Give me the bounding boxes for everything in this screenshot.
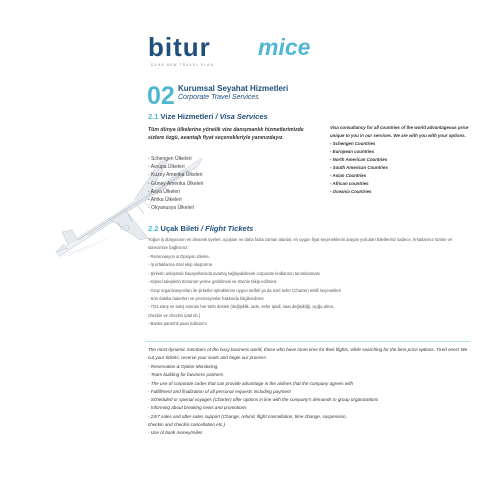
flight-heading xyxy=(148,224,253,233)
list-item: - Güney Amerika Ülkeleri xyxy=(148,180,204,187)
section-title-en: Corporate Travel Services xyxy=(178,94,259,101)
section-title-tr: Kurumsal Seyahat Hizmetleri xyxy=(178,84,289,93)
list-item: - Reservation & Option Monitoring, xyxy=(148,364,219,369)
visa-title-en: / Visa Services xyxy=(215,112,268,121)
list-item: - Afrika Ülkeleri xyxy=(148,197,182,204)
flight-en-intro: The most dynamic members of the busy business world, those who have more time for their flights, while searching for the best price options. Tired ones! We cut your tickets, reserve your seats and begin our process: xyxy=(148,347,468,361)
list-item: - Kişisel taleplerin tümünün yerine getirilmesi ve özenle takip edilmesi xyxy=(148,279,277,285)
list-item: - South American Countries xyxy=(330,165,388,170)
list-item: - Asya Ülkeleri xyxy=(148,188,180,195)
list-item: - Scheduled or special voyages (Charter) offer options in line with the company's demands in group organizations xyxy=(148,397,379,403)
section-number: 02 xyxy=(147,82,175,110)
list-item: - Grup organizasyonları ile şirketler iştiraklerine uygun tarifeli ya da özel sefer (Charter) teklif seçenekleri xyxy=(148,287,341,293)
list-item: - Avrupa Ülkeleri xyxy=(148,164,185,171)
list-item: - Son dakika haberleri ve promosyonlar hakkında bilgilendirme xyxy=(148,296,264,302)
visa-intro: Tüm dünya ülkelerine yönelik vize danışmanlık hizmetlerimizde sizlere özgü, avantajlı fiyat seçenekleriyle yanınızdayız. xyxy=(148,127,304,141)
list-item: - İş ortaklarına özel ekip oluşturma xyxy=(148,262,213,268)
brand-logo xyxy=(148,32,348,67)
list-item: - 24/7 sales and after-sales support (Change, refund, flight cancellation, time change, suspension, xyxy=(148,413,347,419)
list-item: - Oceania Countries xyxy=(330,189,372,194)
list-item: - European countries xyxy=(330,149,374,154)
visa-title-tr: Vize Hizmetleri xyxy=(160,112,214,121)
logo-brand-text: bitur xyxy=(148,32,211,62)
logo-mice-text: mice xyxy=(258,34,311,60)
flight-en-service-list xyxy=(148,363,470,438)
list-item: - Schengen Ülkeleri xyxy=(148,156,192,162)
visa-number: 2.1 xyxy=(148,112,159,121)
visa-heading xyxy=(148,112,268,121)
visa-en-intro: Visa consultancy for all countries of the world advantageous price unique to you in our services. We are with you with your options. xyxy=(330,125,469,138)
list-item: - Informing about breaking news and promotions xyxy=(148,405,247,411)
list-item: checkin and checkin cancellation etc.) xyxy=(148,422,226,428)
list-item: - 7/24 satış ve satış sonrası her türlü destek (değişiklik, iade, sefer iptali, saat değişikliği, açığa alma, xyxy=(148,304,334,310)
visa-en-block xyxy=(330,124,470,196)
visa-en-country-list xyxy=(330,140,470,196)
flight-title-tr: Uçak Bileti xyxy=(160,224,199,233)
flight-title-en: / Flight Tickets xyxy=(200,224,254,233)
list-item: - Use of bank money/miles xyxy=(148,430,203,436)
list-item: - Team building for business partners xyxy=(148,372,224,378)
list-item: checkin ve checkin iptal vb.) xyxy=(148,312,201,318)
logo-tagline: DAHA NEW TRAVEL PLAN xyxy=(151,63,215,67)
list-item: - North American Countries xyxy=(330,157,388,162)
list-item: - African countries xyxy=(330,181,369,186)
visa-country-list xyxy=(148,155,203,212)
flight-number: 2.2 xyxy=(148,224,159,233)
list-item: - Kuzey Amerika Ülkeleri xyxy=(148,172,203,179)
list-item: - Asian Countries xyxy=(330,173,367,178)
section-divider xyxy=(145,341,470,342)
list-item: - Schengen Countries xyxy=(330,141,376,146)
list-item: - Banka para/mil puan kullanımı xyxy=(148,321,207,327)
list-item: - Şirketin anlaşmalı havayollarında avantaj sağlayabilecek corporate kodlarının tanımlanması xyxy=(148,270,321,276)
flight-intro: Yoğun iş dünyasının en dinamik üyeleri, uçuşları ne daha fazla zaman alanlar, en uygun fiyat seçeneklerini arayan yolcular! Biletleriniz sadece, fırsatlarınız sizinle ve sürecimize bağlısınız: xyxy=(148,237,453,251)
list-item: - Rezervasyon & Opsiyon izleme, xyxy=(148,254,210,259)
list-item: - The use of corporate codes that can provide advantage in the airlines that the company agrees with xyxy=(148,380,354,386)
flight-service-list xyxy=(148,253,470,329)
list-item: - Fulfillment and finalization of all personal requests including payment xyxy=(148,388,291,394)
list-item: - Okyanusya Ülkeleri xyxy=(148,205,195,212)
